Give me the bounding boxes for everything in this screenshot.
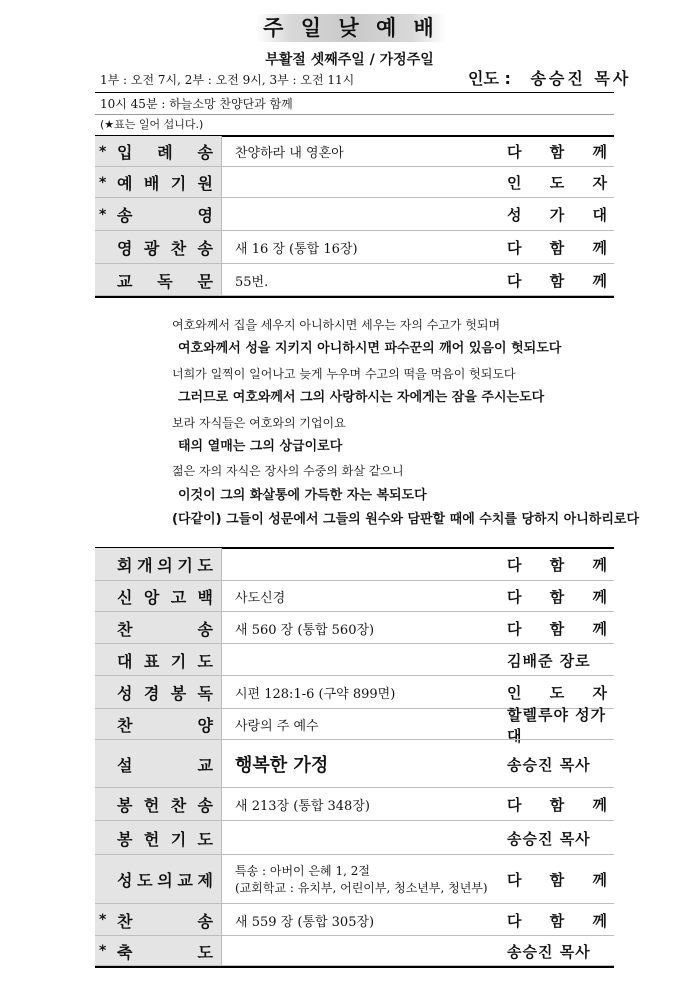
label-char: 례 bbox=[157, 143, 173, 162]
person-char: 께 bbox=[592, 271, 607, 290]
person-char: 자 bbox=[592, 684, 607, 702]
person-char: 다 bbox=[507, 239, 522, 257]
label-char: 독 bbox=[197, 684, 213, 703]
order-row bbox=[95, 705, 614, 745]
scripture-line: 너희가 일찍이 일어나고 늦게 누우며 수고의 떡을 먹음이 헛되도다 bbox=[172, 366, 516, 381]
order-label-text bbox=[105, 553, 213, 576]
order-content: 새 16 장 (통합 16장) bbox=[235, 242, 358, 257]
person-char: 함 bbox=[549, 271, 565, 290]
order-row bbox=[95, 136, 614, 167]
label-char: 고 bbox=[170, 588, 187, 607]
order-label-text bbox=[105, 713, 213, 736]
label-char: 영 bbox=[117, 239, 133, 258]
label-char: 교 bbox=[117, 271, 133, 291]
divider bbox=[95, 114, 614, 115]
leader-name: 송승진 목사 bbox=[530, 69, 632, 88]
label-char: 헌 bbox=[143, 829, 160, 849]
order-person: 송승진 목사 bbox=[507, 829, 591, 848]
cell-divider bbox=[221, 855, 222, 904]
person-char: 께 bbox=[592, 911, 607, 930]
order-row bbox=[95, 548, 614, 581]
order-label bbox=[101, 904, 213, 936]
order-person bbox=[507, 904, 607, 936]
cell-divider bbox=[221, 167, 222, 198]
label-char: 광 bbox=[143, 239, 160, 258]
label-char: 백 bbox=[197, 588, 213, 607]
label-char: 문 bbox=[197, 271, 213, 291]
person-char: 다 bbox=[507, 271, 522, 290]
order-label-text bbox=[105, 269, 213, 292]
order-content: 찬양하라 내 영혼아 bbox=[235, 146, 344, 161]
divider bbox=[95, 296, 614, 298]
order-label bbox=[101, 612, 213, 644]
cell-divider bbox=[221, 231, 222, 264]
label-char: 대 bbox=[117, 651, 133, 671]
order-label-text bbox=[105, 753, 213, 776]
order-content: 사랑의 주 예수 bbox=[235, 719, 319, 734]
order-label bbox=[101, 581, 213, 612]
scripture-line: 태의 열매는 그의 상급이로다 bbox=[178, 438, 343, 454]
order-label bbox=[101, 548, 213, 581]
order-label bbox=[101, 709, 213, 740]
person-char: 인 bbox=[507, 684, 522, 702]
leader-label: 인도 : bbox=[468, 69, 511, 88]
order-label bbox=[101, 264, 213, 296]
scripture-line: 보라 자식들은 여호와의 기업이요 bbox=[172, 415, 346, 430]
person-char: 다 bbox=[507, 911, 522, 930]
order-label bbox=[101, 936, 213, 966]
sermon-title: 행복한 가정 bbox=[235, 755, 329, 776]
label-char: 찬 bbox=[117, 716, 133, 735]
label-char: 교 bbox=[177, 871, 193, 890]
standing-marker: * bbox=[99, 206, 107, 223]
person-char: 께 bbox=[592, 239, 607, 257]
order-person bbox=[507, 167, 607, 198]
divider bbox=[95, 966, 614, 968]
order-label bbox=[101, 821, 213, 855]
cell-divider bbox=[221, 136, 222, 167]
person-char: 함 bbox=[549, 796, 565, 814]
label-char: 봉 bbox=[170, 684, 187, 703]
label-char: 예 bbox=[117, 174, 133, 193]
cell-divider bbox=[221, 936, 222, 966]
label-char: 봉 bbox=[117, 829, 133, 849]
responsive-reading bbox=[172, 313, 640, 533]
person-char: 다 bbox=[507, 143, 522, 161]
label-char: 기 bbox=[170, 829, 187, 849]
order-person: 할렐루야 성가대 bbox=[507, 705, 607, 745]
label-char: 송 bbox=[197, 143, 213, 162]
label-char: 설 bbox=[117, 755, 133, 775]
order-person bbox=[507, 264, 607, 296]
label-char: 교 bbox=[197, 755, 213, 775]
person-char: 께 bbox=[592, 619, 607, 638]
order-content: 새 560 장 (통합 560장) bbox=[235, 622, 375, 638]
person-char: 다 bbox=[507, 588, 522, 606]
order-content: 시편 128:1-6 (구약 899면) bbox=[235, 687, 396, 702]
person-char: 다 bbox=[507, 556, 522, 574]
label-char: 신 bbox=[117, 588, 133, 607]
order-content: 사도신경 bbox=[235, 591, 286, 606]
cell-divider bbox=[221, 904, 222, 936]
order-label bbox=[101, 198, 213, 231]
cell-divider bbox=[221, 198, 222, 231]
order-person bbox=[507, 548, 607, 581]
order-person bbox=[507, 855, 607, 904]
order-label bbox=[101, 676, 213, 709]
order-person bbox=[507, 581, 607, 612]
person-char: 께 bbox=[592, 871, 607, 889]
order-label-text bbox=[105, 203, 213, 226]
cell-divider bbox=[221, 644, 222, 676]
label-char: 도 bbox=[197, 942, 213, 962]
scripture-line: 여호와께서 집을 세우지 아니하시면 세우는 자의 수고가 헛되며 bbox=[172, 318, 501, 332]
order-label bbox=[101, 740, 213, 788]
order-label bbox=[101, 788, 213, 821]
order-label-text bbox=[105, 868, 213, 891]
person-char: 께 bbox=[592, 143, 607, 161]
scripture-line: (다같이) 그들이 성문에서 그들의 원수와 담판할 때에 수치를 당하지 아니하리로다 bbox=[172, 512, 640, 528]
label-char: 표 bbox=[143, 651, 160, 671]
label-char: 송 bbox=[197, 239, 213, 258]
cell-divider bbox=[221, 740, 222, 788]
label-char: 경 bbox=[143, 684, 160, 703]
label-char: 송 bbox=[197, 796, 213, 815]
content-line: 특송 : 아버이 은혜 1, 2절 bbox=[235, 864, 370, 878]
order-label bbox=[101, 231, 213, 264]
order-row bbox=[95, 788, 614, 821]
standing-marker: * bbox=[99, 912, 107, 928]
order-label-text bbox=[105, 236, 213, 259]
order-person bbox=[507, 788, 607, 821]
person-char: 함 bbox=[549, 143, 565, 161]
order-content: 새 559 장 (통합 305장) bbox=[235, 914, 375, 930]
scripture-line: 이것이 그의 화살통에 가득한 자는 복되도다 bbox=[178, 487, 427, 503]
label-char: 독 bbox=[157, 271, 173, 291]
order-label-text bbox=[105, 827, 213, 850]
order-person bbox=[507, 136, 607, 167]
order-row bbox=[95, 936, 614, 966]
label-char: 성 bbox=[117, 871, 133, 890]
order-label bbox=[101, 644, 213, 676]
label-char: 성 bbox=[117, 684, 133, 703]
label-char: 도 bbox=[197, 651, 213, 671]
person-char: 께 bbox=[592, 588, 607, 606]
order-label bbox=[101, 167, 213, 198]
order-content: 새 213장 (통합 348장) bbox=[235, 799, 370, 814]
order-label-text bbox=[105, 585, 213, 608]
label-char: 앙 bbox=[143, 588, 160, 607]
label-char: 기 bbox=[170, 174, 187, 193]
person-char: 함 bbox=[549, 619, 565, 638]
order-label-text bbox=[105, 649, 213, 672]
order-row bbox=[95, 644, 614, 676]
label-char: 회 bbox=[117, 556, 133, 575]
label-char: 양 bbox=[197, 716, 213, 735]
person-char: 께 bbox=[592, 796, 607, 814]
worship-leader bbox=[468, 67, 631, 91]
label-char: 찬 bbox=[170, 239, 187, 258]
order-row bbox=[95, 904, 614, 936]
order-label bbox=[101, 136, 213, 167]
person-char: 께 bbox=[592, 556, 607, 574]
label-char: 송 bbox=[117, 206, 133, 225]
order-row bbox=[95, 167, 614, 198]
order-row bbox=[95, 581, 614, 612]
label-char: 찬 bbox=[117, 911, 133, 931]
person-char: 함 bbox=[549, 871, 565, 889]
label-char: 도 bbox=[197, 556, 213, 575]
label-char: 입 bbox=[117, 143, 133, 162]
cell-divider bbox=[221, 264, 222, 296]
scripture-line: 그러므로 여호와께서 그의 사랑하시는 자에게는 잠을 주시는도다 bbox=[178, 390, 545, 406]
order-label-text bbox=[105, 617, 213, 640]
order-person: 김배준 장로 bbox=[507, 651, 591, 670]
order-person: 송승진 목사 bbox=[507, 942, 591, 961]
label-char: 개 bbox=[137, 556, 153, 575]
order-person bbox=[507, 612, 607, 644]
scripture-line: 젊은 자의 자식은 장사의 수중의 화살 같으니 bbox=[172, 464, 404, 479]
page-title: 주 일 낮 예 배 bbox=[263, 16, 439, 40]
cell-divider bbox=[221, 581, 222, 612]
label-char: 송 bbox=[197, 911, 213, 931]
order-label-text bbox=[105, 793, 213, 816]
label-char: 원 bbox=[197, 174, 213, 193]
label-char: 도 bbox=[137, 871, 153, 890]
order-row bbox=[95, 855, 614, 904]
label-char: 봉 bbox=[117, 796, 133, 815]
cell-divider bbox=[221, 612, 222, 644]
label-char: 기 bbox=[177, 556, 193, 575]
label-char: 제 bbox=[197, 871, 213, 890]
standing-marker: * bbox=[99, 143, 107, 160]
label-char: 영 bbox=[197, 206, 213, 225]
person-char: 가 bbox=[549, 206, 565, 224]
order-row bbox=[95, 821, 614, 855]
label-char: 기 bbox=[170, 651, 187, 671]
order-label-text bbox=[105, 681, 213, 704]
order-label-text bbox=[105, 140, 213, 163]
order-row bbox=[95, 198, 614, 231]
standing-marker: * bbox=[99, 174, 107, 191]
cell-divider bbox=[221, 788, 222, 821]
label-char: 찬 bbox=[170, 796, 187, 815]
order-label-text bbox=[105, 909, 213, 932]
person-char: 대 bbox=[592, 206, 607, 224]
person-char: 도 bbox=[549, 174, 565, 192]
order-label bbox=[101, 855, 213, 904]
label-char: 송 bbox=[197, 619, 213, 639]
scripture-line: 여호와께서 성을 지키지 아니하시면 파수꾼의 깨어 있음이 헛되도다 bbox=[178, 341, 562, 357]
person-char: 다 bbox=[507, 871, 522, 889]
person-char: 도 bbox=[549, 684, 565, 702]
label-char: 찬 bbox=[117, 619, 133, 639]
label-char: 축 bbox=[117, 942, 133, 962]
person-char: 자 bbox=[592, 174, 607, 192]
standing-note: (★표는 일어 섭니다.) bbox=[100, 118, 204, 131]
label-char: 의 bbox=[157, 556, 173, 575]
service-schedule: 1부 : 오전 7시, 2부 : 오전 9시, 3부 : 오전 11시 bbox=[100, 73, 355, 87]
order-person: 송승진 목사 bbox=[507, 755, 591, 774]
person-char: 다 bbox=[507, 619, 522, 638]
page-subtitle: 부활절 셋째주일 / 가정주일 bbox=[265, 52, 434, 68]
order-row bbox=[95, 740, 614, 788]
content-line: (교회학교 : 유치부, 어린이부, 청소년부, 청년부) bbox=[235, 881, 488, 895]
label-char: 도 bbox=[197, 829, 213, 849]
cell-divider bbox=[221, 709, 222, 740]
order-label-text bbox=[105, 940, 213, 963]
person-char: 성 bbox=[507, 206, 522, 224]
standing-marker: * bbox=[99, 943, 107, 959]
order-row bbox=[95, 264, 614, 296]
order-row bbox=[95, 231, 614, 264]
person-char: 함 bbox=[549, 556, 565, 574]
order-label-text bbox=[105, 171, 213, 194]
label-char: 배 bbox=[143, 174, 160, 193]
divider bbox=[95, 92, 614, 93]
cell-divider bbox=[221, 821, 222, 855]
cell-divider bbox=[221, 548, 222, 581]
person-char: 함 bbox=[549, 911, 565, 930]
person-char: 다 bbox=[507, 796, 522, 814]
person-char: 함 bbox=[549, 588, 565, 606]
label-char: 헌 bbox=[143, 796, 160, 815]
order-content: 55번. bbox=[235, 274, 269, 290]
order-person bbox=[507, 231, 607, 264]
prelude-info: 10시 45분 : 하늘소망 찬양단과 함께 bbox=[100, 97, 293, 111]
label-char: 의 bbox=[157, 871, 173, 890]
cell-divider bbox=[221, 676, 222, 709]
person-char: 인 bbox=[507, 174, 522, 192]
order-person bbox=[507, 198, 607, 231]
person-char: 함 bbox=[549, 239, 565, 257]
order-row bbox=[95, 612, 614, 644]
